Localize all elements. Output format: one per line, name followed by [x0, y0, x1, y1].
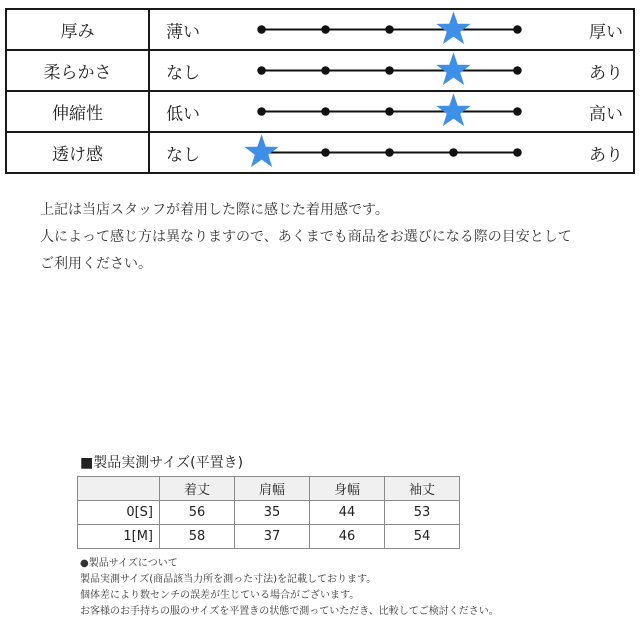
scale-dot	[449, 148, 458, 157]
scale-dot	[385, 148, 394, 157]
scale-dot	[513, 66, 522, 75]
table-cell: 54	[385, 525, 460, 549]
scale-svg	[251, 51, 528, 90]
table-cell: 56	[160, 501, 235, 525]
scale-dot	[321, 148, 330, 157]
wear-feel-note: ご利用ください。	[40, 256, 152, 272]
wear-feel-note: 上記は当店スタッフが着用した際に感じた着用感です。	[40, 202, 389, 218]
scale-dot	[257, 25, 266, 34]
table-row	[78, 501, 460, 525]
attribute-name: 伸縮性	[6, 91, 149, 132]
rating-star-icon	[436, 93, 470, 126]
size-table-title: ■製品実測サイズ(平置き)	[80, 455, 244, 471]
size-label-cell: 1[M]	[78, 525, 160, 549]
table-cell: 37	[235, 525, 310, 549]
scale-svg	[251, 10, 528, 49]
scale-track	[251, 10, 528, 49]
scale-dot	[513, 148, 522, 157]
attribute-scale	[149, 132, 634, 173]
attribute-scale	[149, 9, 634, 50]
table-cell: 44	[310, 501, 385, 525]
scale-left-label: 低い	[166, 104, 200, 124]
attribute-name: 厚み	[6, 9, 149, 50]
table-cell: 58	[160, 525, 235, 549]
attribute-name: 透け感	[6, 132, 149, 173]
size-table-header-row	[78, 477, 460, 501]
attribute-scale	[149, 91, 634, 132]
size-table-header	[78, 477, 160, 501]
scale-dot	[257, 66, 266, 75]
scale-dot	[513, 107, 522, 116]
rating-star-icon	[436, 11, 470, 44]
scale-left-label: なし	[166, 63, 200, 83]
size-footnote: ●製品サイズについて	[80, 558, 178, 569]
scale-right-label: 厚い	[589, 22, 623, 42]
scale-dot	[321, 66, 330, 75]
scale-dot	[385, 66, 394, 75]
attribute-row	[6, 50, 634, 91]
table-cell: 53	[385, 501, 460, 525]
size-footnote: 製品実測サイズ(商品該当力所を測った寸法)を記載しております。	[80, 574, 377, 585]
size-footnote: お客様のお手持ちの服のサイズを平置きの状態で測っていただき、比較してご検討ください。	[80, 606, 499, 617]
scale-left-label: なし	[166, 145, 200, 165]
scale-dot	[385, 25, 394, 34]
attribute-scale	[149, 50, 634, 91]
size-footnote: 個体差により数センチの誤差が生じている場合がございます。	[80, 590, 360, 601]
attribute-name: 柔らかさ	[6, 50, 149, 91]
attribute-row	[6, 132, 634, 173]
size-table	[77, 476, 460, 549]
rating-star-icon	[244, 134, 278, 167]
attribute-row	[6, 9, 634, 50]
scale-dot	[321, 25, 330, 34]
scale-dot	[257, 107, 266, 116]
scale-dot	[385, 107, 394, 116]
scale-track	[251, 133, 528, 172]
scale-dot	[513, 25, 522, 34]
scale-left-label: 薄い	[166, 22, 200, 42]
scale-svg	[251, 92, 528, 131]
size-table-header: 肩幅	[235, 477, 310, 501]
table-row	[78, 525, 460, 549]
scale-dot	[321, 107, 330, 116]
size-table-header: 身幅	[310, 477, 385, 501]
scale-svg	[251, 133, 528, 172]
size-table-header: 着丈	[160, 477, 235, 501]
scale-track	[251, 51, 528, 90]
rating-star-icon	[436, 52, 470, 85]
attribute-row	[6, 91, 634, 132]
wear-feel-note: 人によって感じ方は異なりますので、あくまでも商品をお選びになる際の目安として	[40, 229, 572, 245]
table-cell: 35	[235, 501, 310, 525]
size-table-header: 袖丈	[385, 477, 460, 501]
scale-right-label: あり	[589, 145, 623, 165]
size-label-cell: 0[S]	[78, 501, 160, 525]
scale-track	[251, 92, 528, 131]
attribute-table	[5, 8, 635, 174]
scale-right-label: 高い	[589, 104, 623, 124]
table-cell: 46	[310, 525, 385, 549]
scale-right-label: あり	[589, 63, 623, 83]
